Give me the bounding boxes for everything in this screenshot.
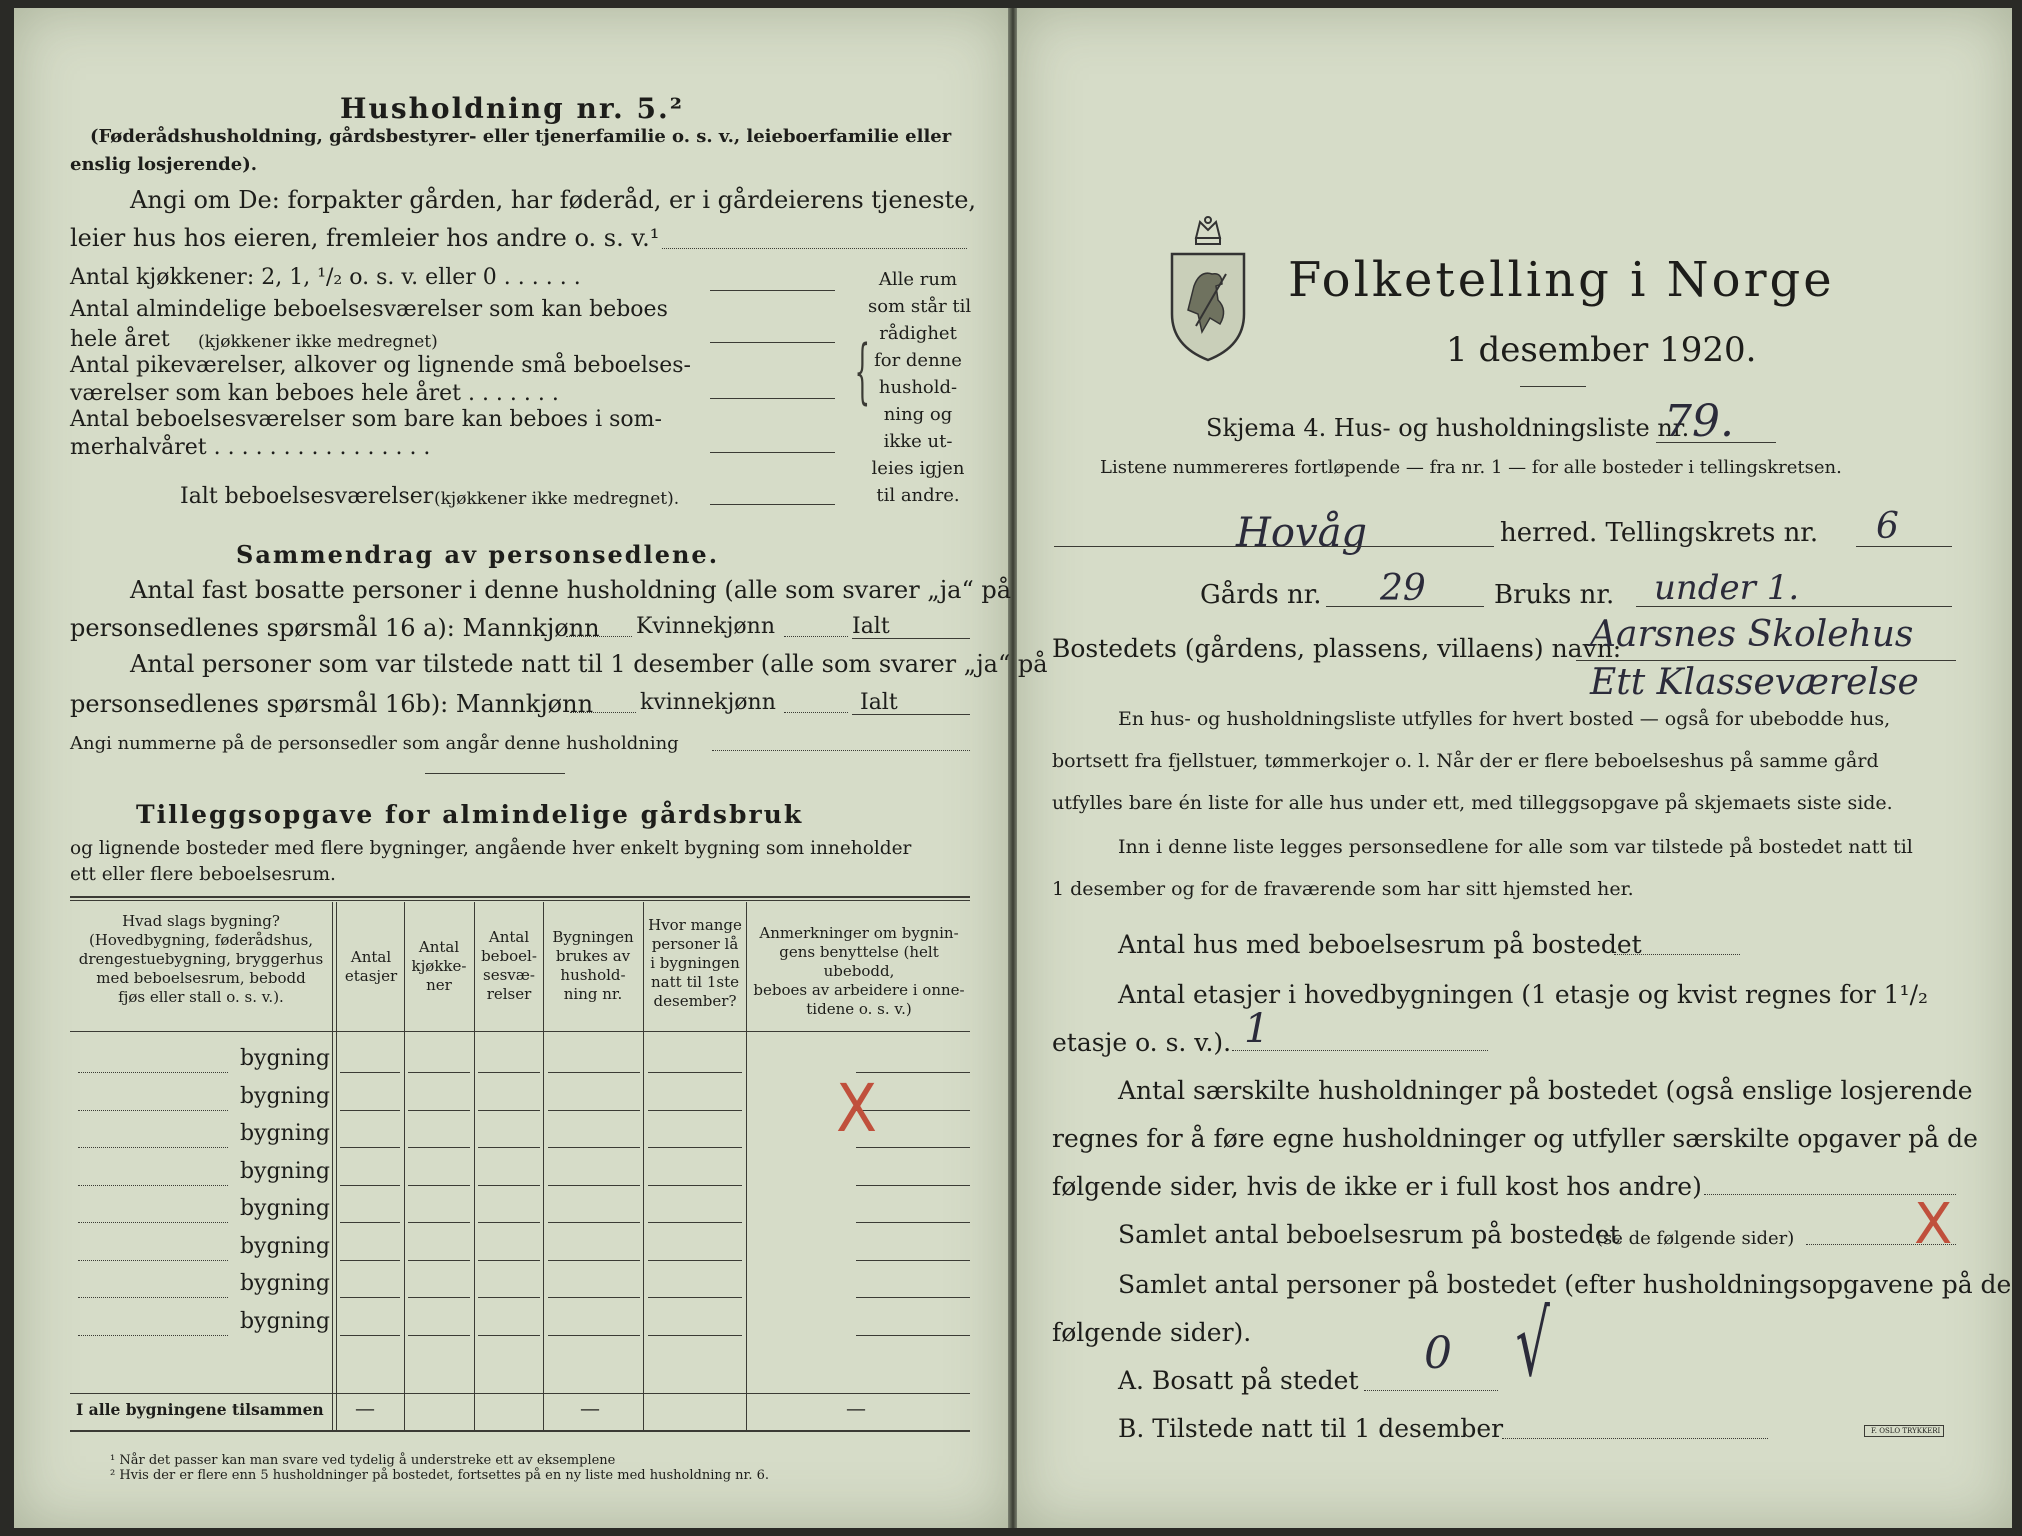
row-cell-field[interactable] <box>408 1260 470 1261</box>
rooms-3b: merhalvåret . . . . . . . . . . . . . . . . <box>70 435 431 460</box>
q-houses-field[interactable] <box>1614 954 1740 955</box>
bosted-value-2[interactable]: Ett Klasseværelse <box>1590 662 1919 703</box>
rooms-1a: Antal almindelige beboelsesværelser som kan beboes <box>70 297 668 322</box>
bruks-label: Bruks nr. <box>1494 580 1615 610</box>
row-cell-field[interactable] <box>548 1185 640 1186</box>
q-houses: Antal hus med beboelsesrum på bostedet <box>1118 930 1642 959</box>
row-cell-field[interactable] <box>408 1072 470 1073</box>
row-cell-field[interactable] <box>648 1335 742 1336</box>
q-a-label: A. Bosatt på stedet <box>1118 1366 1359 1395</box>
row-cell-field[interactable] <box>648 1260 742 1261</box>
summary-1-total-field[interactable] <box>852 638 970 639</box>
header-used-by-line: hushold- <box>560 966 626 984</box>
row-label: bygning <box>239 1046 330 1071</box>
row-cell-field[interactable] <box>478 1297 540 1298</box>
header-floors-line: etasjer <box>344 967 398 985</box>
side-note-line: rådighet <box>879 323 957 344</box>
q-households-1: Antal særskilte husholdninger på bostedet (også enslige losjerende <box>1118 1076 1973 1105</box>
row-cell-field[interactable] <box>548 1222 640 1223</box>
check-mark: √ <box>1515 1292 1550 1397</box>
row-label: bygning <box>239 1271 330 1296</box>
gards-value[interactable]: 29 <box>1380 568 1426 609</box>
side-note <box>868 266 972 509</box>
row-cell-field[interactable] <box>648 1110 742 1111</box>
bruks-value[interactable]: under 1. <box>1654 568 1800 608</box>
q-floors-2: etasje o. s. v.). <box>1052 1028 1232 1057</box>
herred-label: herred. Tellingskrets nr. <box>1500 518 1819 548</box>
row-cell-field[interactable] <box>856 1260 970 1261</box>
supplement-title: Tilleggsopgave for almindelige gårdsbruk <box>136 800 804 829</box>
kitchens-label: Antal kjøkkener: 2, 1, ¹/₂ o. s. v. eller 0 . . . . . . <box>70 265 581 290</box>
header-used-by <box>545 928 641 1004</box>
total-dash-used: — <box>580 1396 600 1420</box>
kitchens-answer[interactable] <box>710 290 835 291</box>
rooms-total-note: (kjøkkener ikke medregnet). <box>434 489 680 509</box>
side-note-line: som står til <box>868 296 972 317</box>
row-cell-field[interactable] <box>548 1297 640 1298</box>
row-cell-field[interactable] <box>408 1185 470 1186</box>
rooms-2a: Antal pikeværelser, alkover og lignende små beboelses- <box>70 353 691 378</box>
row-cell-field[interactable] <box>856 1185 970 1186</box>
summary-2b: personsedlenes spørsmål 16b): Mannkjønn <box>70 690 594 718</box>
brace: { <box>854 330 871 412</box>
summary-2a: Antal personer som var tilstede natt til 1 desember (alle som svarer „ja“ på <box>130 650 1048 678</box>
form-date: 1 desember 1920. <box>1446 330 1757 370</box>
row-cell-field[interactable] <box>648 1222 742 1223</box>
household-note-2: enslig losjerende). <box>70 154 257 175</box>
table-header-rule <box>70 1031 970 1032</box>
row-building-field[interactable] <box>78 1072 228 1073</box>
summary-2-male-field[interactable] <box>570 712 636 713</box>
row-cell-field[interactable] <box>340 1072 400 1073</box>
q-floors-value[interactable]: 1 <box>1244 1006 1270 1052</box>
row-building-field[interactable] <box>78 1335 228 1336</box>
household-title: Husholdning nr. 5.² <box>340 92 685 125</box>
row-label: bygning <box>239 1233 330 1259</box>
q-households-2: regnes for å føre egne husholdninger og utfyller særskilte opgaver på de <box>1052 1124 1978 1153</box>
q-b-label: B. Tilstede natt til 1 desember <box>1118 1414 1504 1443</box>
summary-1-female-field[interactable] <box>784 636 848 637</box>
summary-1d: Ialt <box>852 614 890 639</box>
header-rooms-line: Antal <box>488 928 530 946</box>
instr-5: 1 desember og for de fraværende som har sitt hjemsted her. <box>1052 878 1634 900</box>
table-top-rule-2 <box>70 900 970 901</box>
header-remarks-line: gens benyttelse (helt ubebodd, <box>779 943 939 980</box>
row-cell-field[interactable] <box>856 1222 970 1223</box>
rooms-2-answer[interactable] <box>710 398 835 399</box>
krets-value[interactable]: 6 <box>1876 506 1899 547</box>
header-rooms-line: sesvæ- <box>483 966 535 984</box>
row-cell-field[interactable] <box>548 1335 640 1336</box>
row-building-field[interactable] <box>78 1297 228 1298</box>
bosted-line-1 <box>1576 660 1956 661</box>
table-total-label: I alle bygningene tilsammen <box>76 1400 324 1419</box>
header-rooms-line: beboel- <box>481 947 537 965</box>
schema-number[interactable]: 79. <box>1664 396 1734 447</box>
header-used-by-line: ning nr. <box>563 985 623 1003</box>
table-top-rule <box>70 896 970 898</box>
header-kitchens-line: ner <box>426 976 452 994</box>
header-building-type-line: (Hovedbygning, føderådshus, <box>88 931 314 949</box>
summary-3-field[interactable] <box>712 750 970 751</box>
table-row <box>0 1190 916 1227</box>
remarks-red-mark: X <box>836 1070 878 1148</box>
rooms-3a: Antal beboelsesværelser som bare kan beboes i som- <box>70 407 662 432</box>
rooms-1-answer[interactable] <box>710 342 835 343</box>
instr-2: bortsett fra fjellstuer, tømmerkojer o. l. Når der er flere beboelseshus på samme gård <box>1052 750 1879 772</box>
row-cell-field[interactable] <box>340 1335 400 1336</box>
table-row <box>0 1228 916 1265</box>
row-label: bygning <box>239 1158 330 1184</box>
row-cell-field[interactable] <box>408 1335 470 1336</box>
header-remarks-line: tidene o. s. v.) <box>806 1000 912 1018</box>
table-row <box>0 1078 916 1115</box>
summary-3: Angi nummerne på de personsedler som angår denne husholdning <box>70 733 679 754</box>
header-floors <box>338 948 404 986</box>
side-note-line: til andre. <box>876 485 960 506</box>
row-cell-field[interactable] <box>478 1335 540 1336</box>
footnote-2: ² Hvis der er flere enn 5 husholdninger på bostedet, fortsettes på en ny liste med husholdning nr. 6. <box>110 1468 770 1483</box>
footnote-1: ¹ Når det passer kan man svare ved tydelig å understreke ett av eksemplene <box>110 1453 616 1468</box>
header-remarks <box>748 924 970 1019</box>
row-cell-field[interactable] <box>340 1185 400 1186</box>
table-row <box>0 1153 916 1190</box>
list-note: Listene nummereres fortløpende — fra nr. 1 — for alle bosteder i tellingskretsen. <box>1100 457 1842 478</box>
header-building-type-line: drengestuebygning, bryggerhus <box>78 950 324 968</box>
row-label: bygning <box>239 1196 330 1221</box>
row-cell-field[interactable] <box>648 1072 742 1073</box>
row-label: bygning <box>239 1308 330 1334</box>
q-persons-1: Samlet antal personer på bostedet (efter husholdningsopgavene på de <box>1118 1270 2012 1299</box>
supplement-2: ett eller flere beboelsesrum. <box>70 864 336 885</box>
rooms-3-answer[interactable] <box>710 452 835 453</box>
header-building-type <box>72 912 330 1007</box>
krets-line <box>1856 546 1952 547</box>
row-cell-field[interactable] <box>478 1222 540 1223</box>
row-cell-field[interactable] <box>648 1297 742 1298</box>
rooms-1b-note: (kjøkkener ikke medregnet) <box>198 332 438 352</box>
q-persons-2: følgende sider). <box>1052 1318 1252 1347</box>
row-cell-field[interactable] <box>548 1147 640 1148</box>
household-note-1: (Føderådshusholdning, gårdsbestyrer- eller tjenerfamilie o. s. v., leieboerfamilie eller <box>90 126 952 147</box>
table-row <box>0 1303 916 1340</box>
row-cell-field[interactable] <box>548 1072 640 1073</box>
row-label: bygning <box>239 1121 330 1146</box>
rooms-total-answer[interactable] <box>710 504 835 505</box>
summary-title: Sammendrag av personsedlene. <box>236 540 720 569</box>
row-cell-field[interactable] <box>548 1110 640 1111</box>
rooms-2b: værelser som kan beboes hele året . . . . . . . <box>70 381 559 406</box>
schema-number-line <box>1656 442 1776 443</box>
row-cell-field[interactable] <box>648 1185 742 1186</box>
angi-line-1: Angi om De: forpakter gården, har føderåd, er i gårdeierens tjeneste, <box>130 186 977 214</box>
angi-answer-line[interactable] <box>662 248 967 249</box>
header-persons <box>645 916 745 1011</box>
row-cell-field[interactable] <box>478 1147 540 1148</box>
table-row <box>0 1265 916 1302</box>
side-note-line: leies igjen <box>871 458 965 479</box>
header-used-by-line: Bygningen <box>552 928 634 946</box>
title-underline <box>1520 386 1586 387</box>
header-remarks-line: Anmerkninger om bygnin- <box>759 924 959 942</box>
header-persons-line: desember? <box>653 992 737 1010</box>
total-dash-floors: — <box>355 1396 375 1420</box>
row-cell-field[interactable] <box>340 1147 400 1148</box>
header-building-type-line: Hvad slags bygning? <box>122 912 280 930</box>
row-cell-field[interactable] <box>340 1297 400 1298</box>
divider <box>425 773 565 774</box>
header-kitchens <box>406 938 472 995</box>
row-cell-field[interactable] <box>340 1110 400 1111</box>
instr-4: Inn i denne liste legges personsedlene for alle som var tilstede på bostedet natt til <box>1118 836 1913 858</box>
row-building-field[interactable] <box>78 1110 228 1111</box>
gards-line <box>1326 606 1484 607</box>
row-cell-field[interactable] <box>340 1222 400 1223</box>
row-building-field[interactable] <box>78 1147 228 1148</box>
table-row <box>0 1115 916 1152</box>
row-cell-field[interactable] <box>856 1297 970 1298</box>
header-kitchens-line: kjøkke- <box>411 957 467 975</box>
total-dash-remarks: — <box>846 1396 866 1420</box>
norway-coat-of-arms-icon <box>1166 214 1250 364</box>
side-note-line: Alle rum <box>878 269 958 290</box>
herred-line <box>1054 546 1494 547</box>
summary-1a: Antal fast bosatte personer i denne husholdning (alle som svarer „ja“ på <box>130 576 1012 604</box>
summary-1c: Kvinnekjønn <box>636 614 775 639</box>
summary-1-male-field[interactable] <box>566 636 632 637</box>
row-cell-field[interactable] <box>478 1260 540 1261</box>
row-cell-field[interactable] <box>340 1260 400 1261</box>
rooms-total: Ialt beboelsesværelser <box>180 484 434 509</box>
header-rooms-line: relser <box>486 985 532 1003</box>
q-rooms-red-mark: X <box>1914 1192 1953 1257</box>
row-building-field[interactable] <box>78 1222 228 1223</box>
header-persons-line: Hvor mange <box>648 916 742 934</box>
header-building-type-line: fjøs eller stall o. s. v.). <box>118 988 284 1006</box>
summary-2-female-field[interactable] <box>784 712 848 713</box>
bosted-label: Bostedets (gårdens, plassens, villaens) navn: <box>1052 634 1622 663</box>
table-bottom-rule <box>70 1430 970 1432</box>
row-cell-field[interactable] <box>478 1185 540 1186</box>
summary-2c: kvinnekjønn <box>640 690 776 715</box>
summary-1b: personsedlenes spørsmål 16 a): Mannkjønn <box>70 614 600 642</box>
summary-2-total-field[interactable] <box>852 714 970 715</box>
table-row <box>0 1040 916 1077</box>
row-cell-field[interactable] <box>478 1110 540 1111</box>
printer-stamp: F. OSLO TRYKKERI <box>1864 1425 1944 1437</box>
supplement-1: og lignende bosteder med flere bygninger, angående hver enkelt bygning som inneholder <box>70 838 912 859</box>
header-floors-line: Antal <box>350 948 392 966</box>
q-b-field[interactable] <box>1502 1438 1768 1439</box>
side-note-line: hushold- <box>878 377 958 398</box>
row-cell-field[interactable] <box>478 1072 540 1073</box>
header-kitchens-line: Antal <box>418 938 460 956</box>
rooms-1b: hele året <box>70 327 170 352</box>
row-cell-field[interactable] <box>408 1297 470 1298</box>
herred-value[interactable]: Hovåg <box>1236 510 1368 556</box>
row-building-field[interactable] <box>78 1185 228 1186</box>
q-floors-field[interactable] <box>1232 1050 1488 1051</box>
header-rooms <box>476 928 542 1004</box>
table-total-rule <box>70 1393 970 1394</box>
header-persons-line: i bygningen <box>650 954 740 972</box>
header-used-by-line: brukes av <box>555 947 631 965</box>
q-floors-1: Antal etasjer i hovedbygningen (1 etasje og kvist regnes for 1¹/₂ <box>1118 980 1929 1009</box>
side-note-line: ikke ut- <box>883 431 953 452</box>
q-rooms: Samlet antal beboelsesrum på bostedet <box>1118 1220 1620 1249</box>
row-cell-field[interactable] <box>548 1260 640 1261</box>
schema-label: Skjema 4. Hus- og husholdningsliste nr. <box>1206 414 1690 442</box>
q-households-3: følgende sider, hvis de ikke er i full kost hos andre) <box>1052 1172 1702 1201</box>
instr-1: En hus- og husholdningsliste utfylles for hvert bosted — også for ubebodde hus, <box>1118 708 1891 730</box>
row-cell-field[interactable] <box>408 1222 470 1223</box>
bruks-line <box>1636 606 1952 607</box>
bosted-value-1[interactable]: Aarsnes Skolehus <box>1590 614 1914 655</box>
q-rooms-note: (se de følgende sider) <box>1596 1228 1795 1249</box>
row-cell-field[interactable] <box>856 1335 970 1336</box>
row-cell-field[interactable] <box>408 1147 470 1148</box>
row-label: bygning <box>239 1083 330 1109</box>
row-building-field[interactable] <box>78 1260 228 1261</box>
side-note-line: ning og <box>883 404 953 425</box>
header-building-type-line: med beboelsesrum, bebodd <box>96 969 306 987</box>
header-persons-line: personer lå <box>651 935 739 953</box>
q-a-field[interactable] <box>1364 1390 1498 1391</box>
row-cell-field[interactable] <box>648 1147 742 1148</box>
q-a-value[interactable]: 0 <box>1424 1328 1452 1379</box>
header-persons-line: natt til 1ste <box>651 973 739 991</box>
header-remarks-line: beboes av arbeidere i onne- <box>753 981 965 999</box>
form-title: Folketelling i Norge <box>1288 252 1835 308</box>
side-note-line: for denne <box>874 350 962 371</box>
angi-line-2: leier hus hos eieren, fremleier hos andre o. s. v.¹ <box>70 224 660 252</box>
summary-2d: Ialt <box>860 690 898 715</box>
row-cell-field[interactable] <box>408 1110 470 1111</box>
instr-3: utfylles bare én liste for alle hus under ett, med tilleggsopgave på skjemaets siste side. <box>1052 792 1893 814</box>
gards-label: Gårds nr. <box>1200 580 1322 610</box>
